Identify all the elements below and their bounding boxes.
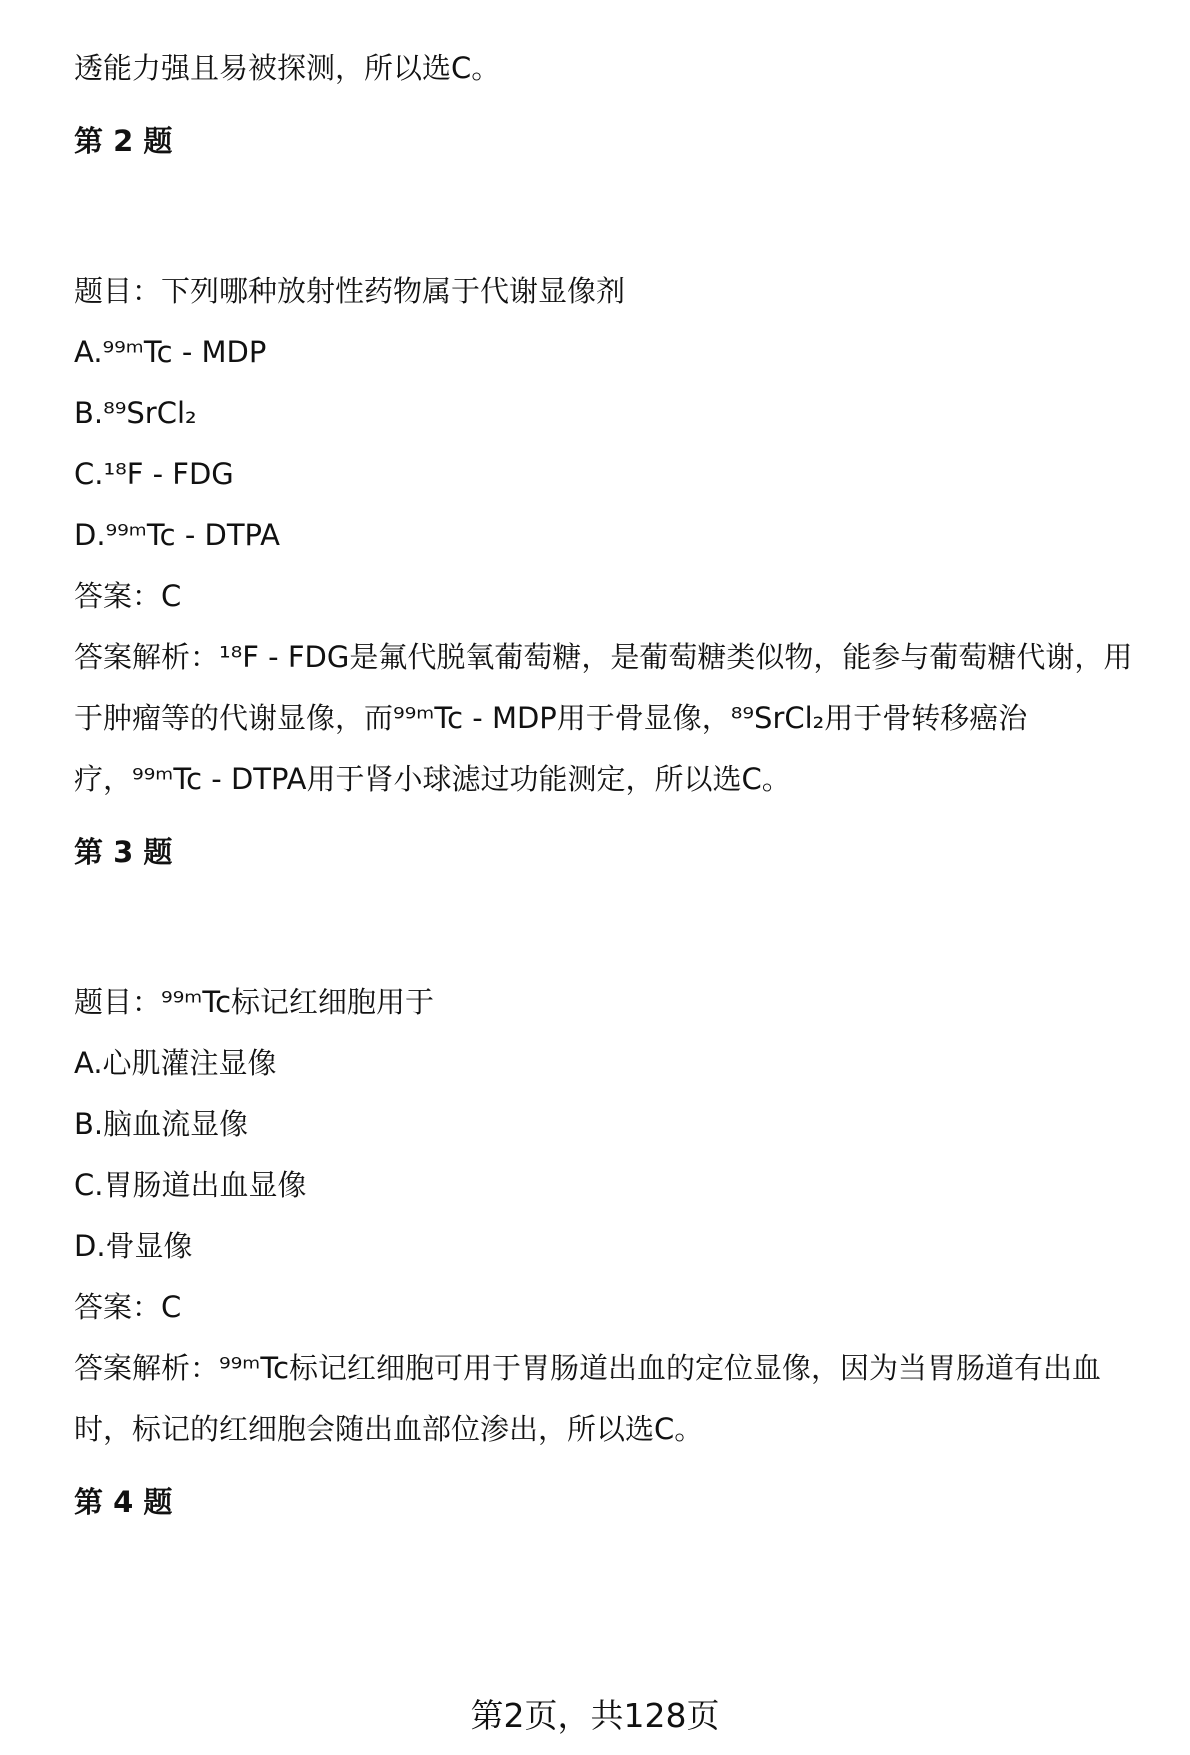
q4-heading: 第 4 题 (74, 1485, 173, 1519)
q3-explanation-line-1: 答案解析：⁹⁹ᵐTc标记红细胞可用于胃肠道出血的定位显像，因为当胃肠道有出血 (74, 1351, 1102, 1385)
q2-answer: 答案：C (74, 579, 182, 613)
page-footer: 第2页，共128页 (470, 1696, 720, 1735)
q3-option-b: B.脑血流显像 (74, 1107, 249, 1141)
q2-option-b: B.⁸⁹SrCl₂ (74, 396, 197, 430)
q3-explanation-line-2: 时，标记的红细胞会随出血部位渗出，所以选C。 (74, 1412, 704, 1446)
q2-option-d: D.⁹⁹ᵐTc - DTPA (74, 518, 281, 552)
q3-stem: 题目：⁹⁹ᵐTc标记红细胞用于 (74, 985, 435, 1019)
q1-explanation-tail: 透能力强且易被探测，所以选C。 (74, 51, 501, 85)
q2-heading: 第 2 题 (74, 124, 173, 158)
q3-heading: 第 3 题 (74, 835, 173, 869)
q2-option-a: A.⁹⁹ᵐTc - MDP (74, 335, 267, 369)
q2-option-c: C.¹⁸F - FDG (74, 457, 234, 491)
q2-explanation-line-1: 答案解析：¹⁸F - FDG是氟代脱氧葡萄糖，是葡萄糖类似物，能参与葡萄糖代谢，用 (74, 640, 1133, 674)
page-content (74, 38, 1164, 1533)
q2-explanation-line-3: 疗，⁹⁹ᵐTc - DTPA用于肾小球滤过功能测定，所以选C。 (74, 762, 791, 796)
q2-explanation-line-2: 于肿瘤等的代谢显像，而⁹⁹ᵐTc - MDP用于骨显像，⁸⁹SrCl₂用于骨转移癌治 (74, 701, 1028, 735)
q3-option-a: A.心肌灌注显像 (74, 1046, 277, 1080)
q3-option-d: D.骨显像 (74, 1229, 193, 1263)
q3-option-c: C.胃肠道出血显像 (74, 1168, 307, 1202)
q3-answer: 答案：C (74, 1290, 182, 1324)
q2-stem: 题目：下列哪种放射性药物属于代谢显像剂 (74, 274, 626, 308)
